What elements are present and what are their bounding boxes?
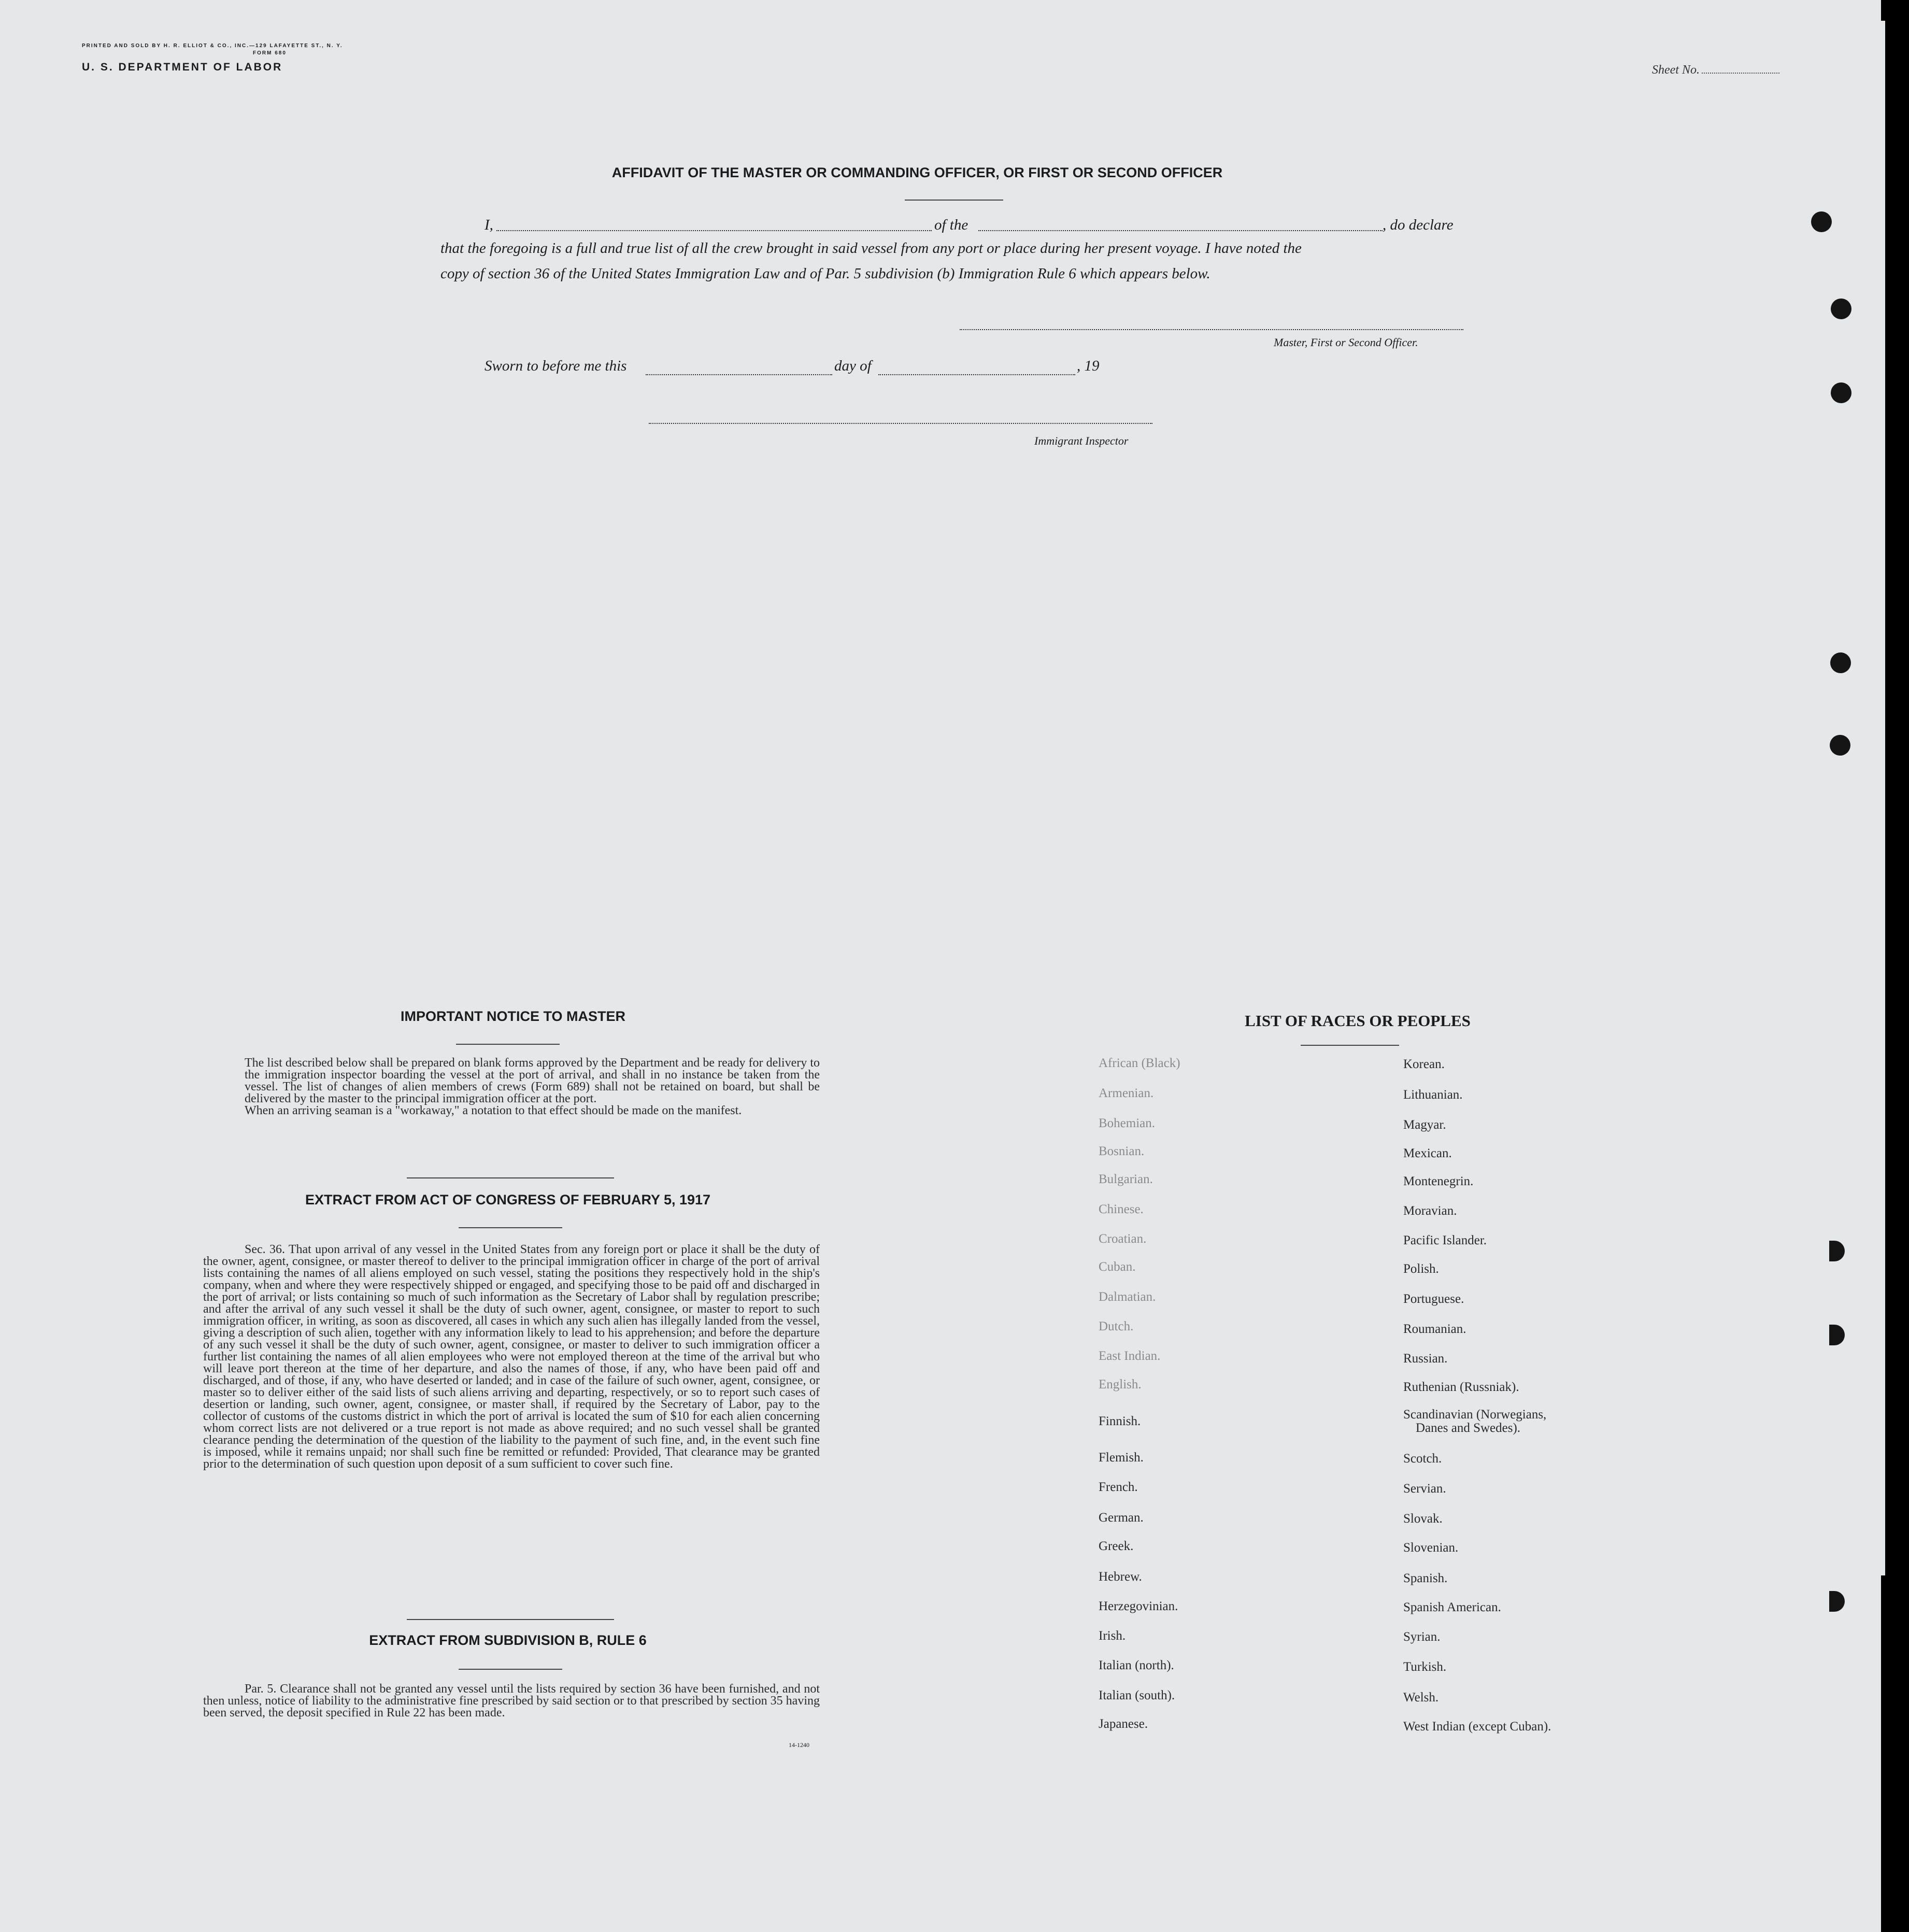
race-item: Korean. [1403, 1057, 1445, 1071]
race-item: Servian. [1403, 1482, 1446, 1496]
signature-label: Master, First or Second Officer. [1274, 336, 1418, 349]
day-of-label: day of [834, 358, 872, 374]
punch-hole [1831, 299, 1851, 319]
punch-hole [1830, 652, 1851, 673]
inspector-signature-blank[interactable] [649, 423, 1152, 424]
race-item: African (Black) [1099, 1056, 1180, 1070]
affidavit-line-2: that the foregoing is a full and true list of all the crew brought in said vessel from any port or place during her present voyage. I have noted the [440, 240, 1302, 257]
race-item: Bulgarian. [1099, 1172, 1153, 1186]
race-item: German. [1099, 1511, 1144, 1525]
race-item: Syrian. [1403, 1630, 1441, 1644]
year-label: , 19 [1077, 358, 1100, 374]
race-item: Chinese. [1099, 1202, 1144, 1216]
divider [407, 1177, 614, 1178]
race-item: Irish. [1099, 1629, 1126, 1643]
inspector-label: Immigrant Inspector [1034, 434, 1129, 447]
divider [905, 200, 1003, 201]
divider [459, 1669, 562, 1670]
vessel-name-blank[interactable] [978, 230, 1383, 231]
extract-rule-text: Par. 5. Clearance shall not be granted any vessel until the lists required by section 36 have been furnished, and not then unless, notice of liability to the administrative fine prescribed by said section or to that prescribed by section 35 having been served, the deposit specified in Rule 22 has been made. [203, 1682, 820, 1720]
race-item: Danes and Swedes). [1416, 1421, 1521, 1435]
notice-body [203, 1057, 820, 1117]
punch-hole [1830, 735, 1850, 756]
divider [456, 1044, 560, 1045]
notice-paragraph-1: The list described below shall be prepared on blank forms approved by the Department and be ready for delivery to the immigration inspector boarding the vessel at the port of arrival, and shall in no instance be taken from the vessel. The list of changes of alien members of crews (Form 689) shall not be retained on board, but shall be delivered by the master to the principal immigration officer at the port. [245, 1056, 820, 1105]
race-item: Mexican. [1403, 1146, 1452, 1160]
punch-hole [1829, 1591, 1845, 1612]
races-title: LIST OF RACES OR PEOPLES [1245, 1012, 1471, 1030]
declarant-label: I, [485, 217, 493, 233]
race-item: Herzegovinian. [1099, 1599, 1178, 1613]
sheet-number-field[interactable] [1652, 63, 1779, 77]
sheet-number-label: Sheet No. [1652, 63, 1700, 77]
sworn-month-blank[interactable] [878, 374, 1075, 375]
race-item: Moravian. [1403, 1204, 1457, 1218]
race-item: Spanish American. [1403, 1600, 1501, 1614]
race-item: Lithuanian. [1403, 1088, 1463, 1102]
department-name: U. S. DEPARTMENT OF LABOR [82, 61, 283, 73]
race-item: Greek. [1099, 1539, 1134, 1553]
race-item: French. [1099, 1480, 1138, 1494]
race-item: Montenegrin. [1403, 1174, 1474, 1188]
race-item: Flemish. [1099, 1451, 1144, 1465]
print-code: 14-1240 [789, 1741, 809, 1749]
race-item: Hebrew. [1099, 1570, 1142, 1584]
race-item: Bohemian. [1099, 1116, 1156, 1130]
race-item: Cuban. [1099, 1260, 1136, 1274]
punch-hole [1811, 211, 1832, 232]
race-item: Turkish. [1403, 1660, 1447, 1674]
race-item: Italian (north). [1099, 1658, 1174, 1672]
race-item: Scotch. [1403, 1452, 1442, 1466]
race-item: Russian. [1403, 1352, 1448, 1366]
declarant-name-blank[interactable] [496, 230, 932, 231]
race-item: Armenian. [1099, 1086, 1154, 1100]
printer-imprint [82, 42, 343, 57]
race-item: Slovak. [1403, 1512, 1443, 1526]
sworn-day-blank[interactable] [646, 374, 832, 375]
punch-hole [1829, 1325, 1845, 1345]
race-item: East Indian. [1099, 1349, 1161, 1363]
notice-paragraph-2: When an arriving seaman is a "workaway," a notation to that effect should be made on the manifest. [245, 1104, 742, 1117]
extract-rule-title: EXTRACT FROM SUBDIVISION B, RULE 6 [369, 1632, 647, 1648]
form-number: FORM 680 [253, 50, 287, 56]
race-item: Dutch. [1099, 1319, 1134, 1333]
race-item: Polish. [1403, 1262, 1439, 1276]
affidavit-line-3: copy of section 36 of the United States Immigration Law and of Par. 5 subdivision (b) Immigration Rule 6 which appears below. [440, 265, 1210, 282]
race-item: Magyar. [1403, 1118, 1446, 1132]
page-edge [1881, 21, 1885, 1575]
sheet-number-blank[interactable] [1702, 73, 1779, 74]
race-item: West Indian (except Cuban). [1403, 1720, 1551, 1734]
race-item: Croatian. [1099, 1232, 1147, 1246]
affidavit-title: AFFIDAVIT OF THE MASTER OR COMMANDING OFFICER, OR FIRST OR SECOND OFFICER [611, 165, 1223, 180]
race-item: Portuguese. [1403, 1292, 1464, 1306]
sworn-label: Sworn to before me this [485, 358, 627, 374]
vessel-of-label: of the [934, 217, 968, 233]
race-item: Finnish. [1099, 1414, 1141, 1428]
divider [1301, 1045, 1399, 1046]
race-item: Welsh. [1403, 1690, 1439, 1704]
divider [407, 1619, 614, 1620]
race-item: Scandinavian (Norwegians, [1403, 1408, 1547, 1422]
race-item: Bosnian. [1099, 1144, 1145, 1158]
divider [459, 1227, 562, 1228]
race-item: Slovenian. [1403, 1541, 1459, 1555]
signature-blank[interactable] [960, 329, 1463, 330]
race-item: Pacific Islander. [1403, 1233, 1487, 1247]
race-item: Spanish. [1403, 1571, 1448, 1585]
notice-title: IMPORTANT NOTICE TO MASTER [401, 1008, 625, 1024]
declare-label: , do declare [1383, 217, 1454, 233]
punch-hole [1829, 1241, 1845, 1261]
race-item: English. [1099, 1377, 1142, 1391]
race-item: Ruthenian (Russniak). [1403, 1380, 1519, 1394]
race-item: Roumanian. [1403, 1322, 1466, 1336]
printer-line: PRINTED AND SOLD BY H. R. ELLIOT & CO., INC.—129 LAFAYETTE ST., N. Y. [82, 43, 343, 49]
race-item: Italian (south). [1099, 1688, 1175, 1702]
extract-act-text: Sec. 36. That upon arrival of any vessel in the United States from any foreign port or place it shall be the duty of the owner, agent, consignee, or master thereof to deliver to the principal immigration officer in charge of the port of arrival lists containing the names of all aliens employed on such vessel, stating the positions they respectively hold in the ship's company, when and where they were respectively shipped or engaged, and specifying those to be paid off and discharged in the port of arrival; or lists containing so much of such information as the Secretary of Labor shall by regulation prescribe; and after the arrival of any such vessel it shall be the duty of such owner, agent, consignee, or master to report to such immigration officer, in writing, as soon as discovered, all cases in which any such alien has illegally landed from the vessel, giving a description of such alien, together with any information likely to lead to his apprehension; and before the departure of any such vessel it shall be the duty of such owner, agent, consignee, or master to deliver to such immigration officer a further list containing the names of all alien employees who were not employed thereon at the time of the arrival but who will leave port thereon at the time of her departure, and also the names of those, if any, who have been paid off and discharged, and of those, if any, who have deserted or landed; and in case of the failure of such owner, agent, consignee, or master so to deliver either of the said lists of such aliens arriving and departing, respectively, or so to report such cases of desertion or landing, such owner, agent, consignee, or master shall, if required by the Secretary of Labor, pay to the collector of customs of the customs district in which the port of arrival is located the sum of $10 for each alien concerning whom correct lists are not delivered or a true report is not made as above required; and no such vessel shall be granted clearance pending the determination of the question of the liability to the payment of such fine, and, in the event such fine is imposed, while it remains unpaid; nor shall such fine be remitted or refunded: Provided, That clearance may be granted prior to the determination of such question upon deposit of a sum sufficient to cover such fine. [203, 1243, 820, 1471]
race-item: Dalmatian. [1099, 1290, 1156, 1304]
punch-hole [1831, 382, 1851, 403]
extract-act-title: EXTRACT FROM ACT OF CONGRESS OF FEBRUARY 5, 1917 [305, 1192, 711, 1208]
race-item: Japanese. [1099, 1717, 1148, 1731]
